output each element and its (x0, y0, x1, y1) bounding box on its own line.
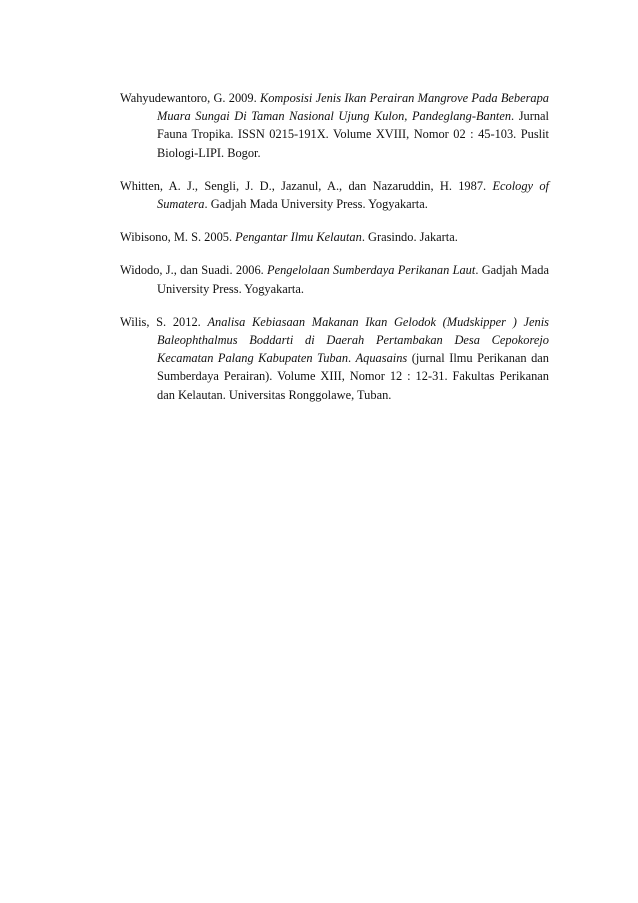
reference-title: Komposisi Jenis Ikan Perairan Mangrove Pada Beberapa Muara Sungai Di Taman Nasional Ujung Kulon, Pandeglang-Banten (157, 91, 550, 124)
reference-publication: . Grasindo. Jakarta. (361, 230, 458, 245)
reference-publication: . Gadjah Mada University Press. Yogyakarta. (204, 197, 428, 212)
reference-publication: . Jurnal Fauna Tropika. ISSN 0215-191X. Volume XVIII, Nomor 02 : 45-103. Puslit Biologi-LIPI. Bogor. (157, 109, 549, 160)
reference-title: Analisa Kebiasaan Makanan Ikan Gelodok (Mudskipper ) Jenis Baleophthalmus Boddarti di Daerah Pertambakan Desa Cepokorejo Kecamatan Palang Kabupaten Tuban (157, 314, 549, 366)
reference-separator: . (348, 351, 356, 366)
reference-entry (120, 89, 549, 162)
reference-publication: . Gadjah Mada University Press. Yogyakarta. (157, 263, 549, 296)
reference-author-year: Whitten, A. J., Sengli, J. D., Jazanul, A., dan Nazaruddin, H. 1987. (120, 178, 493, 193)
reference-author-year: Wilis, S. 2012. (120, 314, 208, 329)
reference-entry (120, 313, 549, 404)
reference-title: Pengelolaan Sumberdaya Perikanan Laut (267, 263, 476, 278)
reference-entry (120, 261, 549, 297)
reference-author-year: Wahyudewantoro, G. 2009. (120, 91, 260, 105)
reference-title: Pengantar Ilmu Kelautan (235, 230, 362, 245)
reference-entry (120, 228, 549, 246)
reference-author-year: Widodo, J., dan Suadi. 2006. (120, 263, 268, 278)
reference-journal: Aquasains (355, 351, 408, 366)
reference-entry (120, 177, 549, 213)
reference-list (120, 89, 549, 419)
reference-author-year: Wibisono, M. S. 2005. (120, 230, 236, 245)
reference-title: Ecology of Sumatera (157, 178, 549, 212)
reference-publication: (jurnal Ilmu Perikanan dan Sumberdaya Perairan). Volume XIII, Nomor 12 : 12-31. Fakultas Perikanan dan Kelautan. Universitas Ronggolawe, Tuban. (157, 351, 549, 402)
